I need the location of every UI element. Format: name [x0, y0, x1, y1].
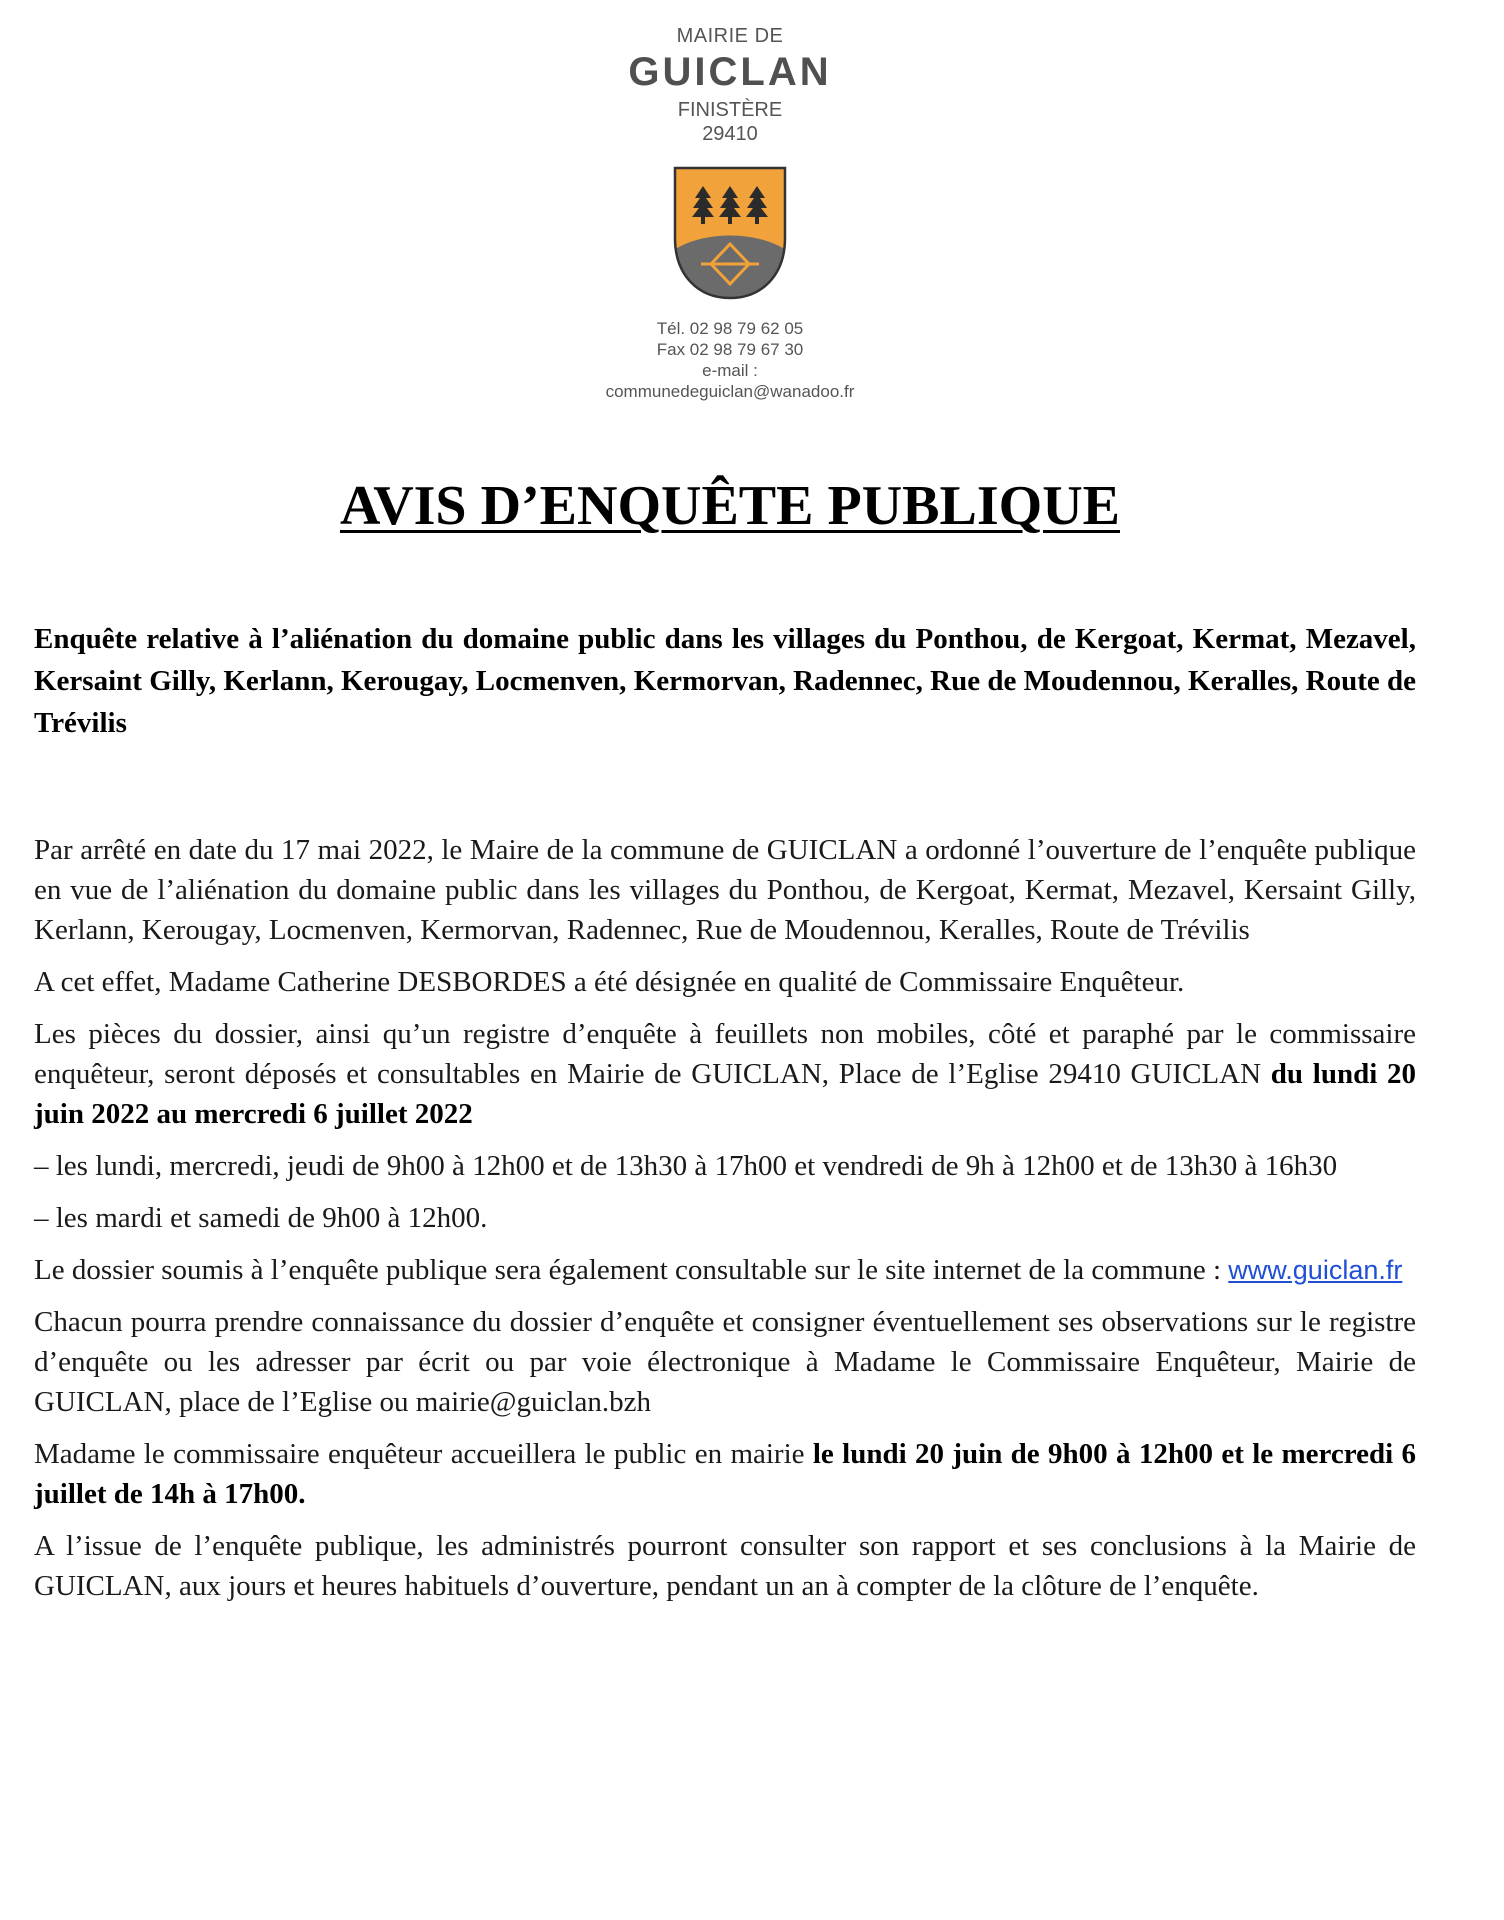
paragraph-commissioner: A cet effet, Madame Catherine DESBORDES a été désignée en qualité de Commissaire Enquêteur. [34, 966, 1185, 998]
letterhead [0, 24, 1460, 402]
notice-body [34, 830, 1416, 1618]
website-text: Le dossier soumis à l’enquête publique sera également consultable sur le site internet de la commune : [34, 1254, 1229, 1286]
paragraph-dossier [34, 1014, 1416, 1134]
postal-code: 29410 [702, 123, 758, 145]
dossier-dates: du lundi 20 juin 2022 au mercredi 6 juillet 2022 [34, 1058, 1417, 1130]
department-label: FINISTÈRE [677, 99, 783, 121]
reception-text: Madame le commissaire enquêteur accueillera le public en mairie [34, 1438, 813, 1470]
email-label: e-mail : [702, 361, 758, 380]
paragraph-reception [34, 1434, 1416, 1514]
mairie-de-label: MAIRIE DE [676, 25, 784, 47]
phone-number: Tél. 02 98 79 62 05 [656, 319, 804, 338]
notice-title: AVIS D’ENQUÊTE PUBLIQUE [339, 475, 1121, 537]
notice-subject: Enquête relative à l’aliénation du domaine public dans les villages du Ponthou, de Kergoat, Kermat, Mezavel, Kersaint Gilly, Kerlann, Kerougay, Locmenven, Kermorvan, Radennec, Rue de Moudennou, Keralles, Route de Trévilis [34, 623, 1416, 739]
paragraph-observations: Chacun pourra prendre connaissance du dossier d’enquête et consigner éventuellement ses observations sur le registre d’enquête ou les adresser par écrit ou par voie électronique à Madame le Commissaire Enquêteur, Mairie de GUICLAN, place de l’Eglise ou mairie@guiclan.bzh [34, 1306, 1416, 1418]
paragraph-conclusion: A l’issue de l’enquête publique, les administrés pourront consulter son rapport et ses conclusions à la Mairie de GUICLAN, aux jours et heures habituels d’ouverture, pendant un an à compter de la clôture de l’enquête. [34, 1530, 1416, 1602]
paragraph-website [34, 1250, 1416, 1290]
reception-dates: le lundi 20 juin de 9h00 à 12h00 et le mercredi 6 juillet de 14h à 17h00. [34, 1438, 1417, 1510]
dossier-text: Les pièces du dossier, ainsi qu’un registre d’enquête à feuillets non mobiles, côté et paraphé par le commissaire enquêteur, seront déposés et consultables en Mairie de GUICLAN, Place de l’Eglise 29410 GUICLAN [34, 1018, 1416, 1090]
coat-of-arms-icon [671, 164, 789, 302]
contact-block [0, 318, 1460, 402]
paragraph-hours-weekdays: – les lundi, mercredi, jeudi de 9h00 à 12h00 et de 13h30 à 17h00 et vendredi de 9h à 12h00 et de 13h30 à 16h30 [34, 1150, 1338, 1182]
paragraph-hours-tue-sat: – les mardi et samedi de 9h00 à 12h00. [34, 1202, 488, 1234]
email-address: communedeguiclan@wanadoo.fr [605, 382, 855, 401]
fax-number: Fax 02 98 79 67 30 [656, 340, 804, 359]
town-name: GUICLAN [628, 50, 832, 94]
paragraph-decree: Par arrêté en date du 17 mai 2022, le Maire de la commune de GUICLAN a ordonné l’ouverture de l’enquête publique en vue de l’aliénation du domaine public dans les villages du Ponthou, de Kergoat, Kermat, Mezavel, Kersaint Gilly, Kerlann, Kerougay, Locmenven, Kermorvan, Radennec, Rue de Moudennou, Keralles, Route de Trévilis [34, 834, 1416, 946]
website-link[interactable]: www.guiclan.fr [1228, 1255, 1403, 1285]
